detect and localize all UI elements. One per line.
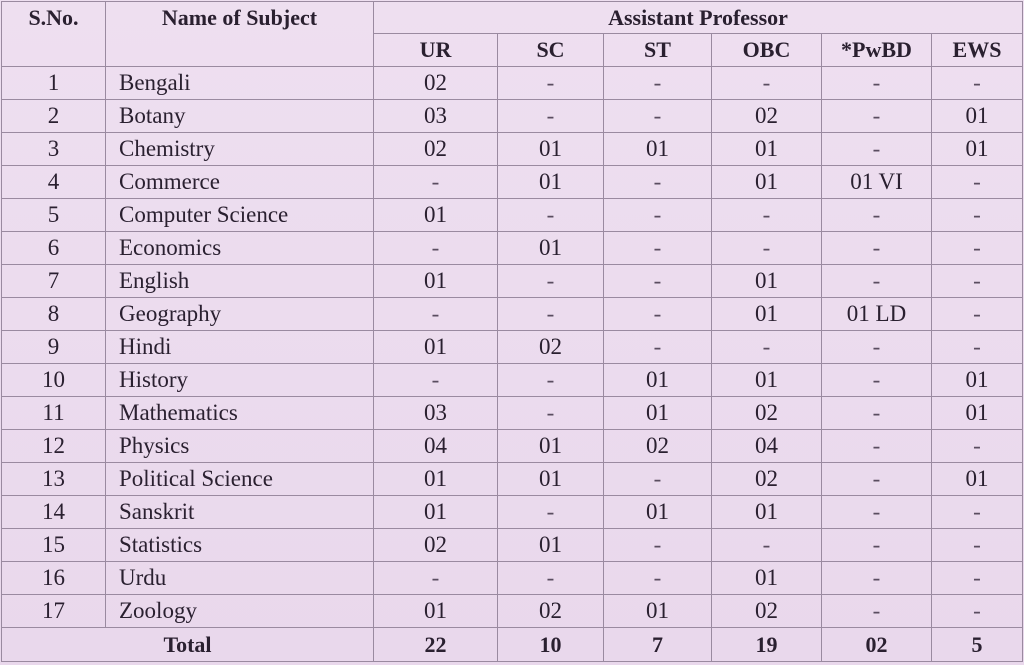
row-st: -	[604, 67, 712, 100]
row-sc: 01	[498, 529, 604, 562]
row-subject: Geography	[106, 298, 374, 331]
row-sno: 16	[2, 562, 106, 595]
row-ews: 01	[932, 364, 1023, 397]
row-obc: 02	[712, 463, 822, 496]
row-ews: -	[932, 496, 1023, 529]
row-ur: 02	[374, 67, 498, 100]
row-obc: 02	[712, 100, 822, 133]
row-st: -	[604, 265, 712, 298]
row-obc: 01	[712, 298, 822, 331]
row-ur: 01	[374, 496, 498, 529]
row-sc: 02	[498, 595, 604, 628]
header-assistant-professor: Assistant Professor	[374, 2, 1023, 34]
row-pwbd: -	[822, 364, 932, 397]
row-sc: -	[498, 562, 604, 595]
row-sno: 2	[2, 100, 106, 133]
row-sc: -	[498, 496, 604, 529]
row-pwbd: -	[822, 331, 932, 364]
table-header	[2, 2, 1023, 67]
row-ur: -	[374, 166, 498, 199]
row-pwbd: -	[822, 463, 932, 496]
total-label: Total	[2, 628, 374, 662]
row-sno: 13	[2, 463, 106, 496]
row-obc: 01	[712, 265, 822, 298]
row-ews: -	[932, 529, 1023, 562]
row-obc: 02	[712, 595, 822, 628]
row-sno: 14	[2, 496, 106, 529]
header-st: ST	[604, 34, 712, 67]
row-pwbd: -	[822, 232, 932, 265]
row-ews: -	[932, 331, 1023, 364]
row-st: -	[604, 199, 712, 232]
row-obc: 01	[712, 562, 822, 595]
row-ur: 01	[374, 199, 498, 232]
table-row	[2, 199, 1023, 232]
row-st: 01	[604, 595, 712, 628]
row-pwbd: -	[822, 529, 932, 562]
row-sc: -	[498, 397, 604, 430]
table-row	[2, 232, 1023, 265]
row-st: 01	[604, 133, 712, 166]
header-row-group	[2, 2, 1023, 34]
row-ur: 01	[374, 463, 498, 496]
row-sno: 8	[2, 298, 106, 331]
row-ur: -	[374, 562, 498, 595]
row-st: -	[604, 562, 712, 595]
table-row	[2, 562, 1023, 595]
row-ews: -	[932, 298, 1023, 331]
row-sno: 10	[2, 364, 106, 397]
row-obc: -	[712, 232, 822, 265]
row-pwbd: -	[822, 199, 932, 232]
table-row	[2, 331, 1023, 364]
row-sno: 6	[2, 232, 106, 265]
row-subject: Zoology	[106, 595, 374, 628]
row-sc: -	[498, 298, 604, 331]
row-ews: -	[932, 265, 1023, 298]
header-sno: S.No.	[2, 2, 106, 67]
row-ur: 01	[374, 265, 498, 298]
row-subject: Political Science	[106, 463, 374, 496]
row-sc: 02	[498, 331, 604, 364]
row-sno: 3	[2, 133, 106, 166]
row-st: 01	[604, 496, 712, 529]
vacancy-table	[1, 1, 1023, 662]
row-sc: -	[498, 67, 604, 100]
row-subject: Urdu	[106, 562, 374, 595]
total-obc: 19	[712, 628, 822, 662]
table-row	[2, 298, 1023, 331]
row-ews: 01	[932, 133, 1023, 166]
row-ews: -	[932, 595, 1023, 628]
row-ews: -	[932, 430, 1023, 463]
total-sc: 10	[498, 628, 604, 662]
row-ur: 03	[374, 100, 498, 133]
row-st: 01	[604, 397, 712, 430]
row-st: 01	[604, 364, 712, 397]
header-sc: SC	[498, 34, 604, 67]
total-row	[2, 628, 1023, 662]
table-row	[2, 397, 1023, 430]
row-sc: 01	[498, 166, 604, 199]
row-st: -	[604, 529, 712, 562]
row-sno: 15	[2, 529, 106, 562]
row-obc: 02	[712, 397, 822, 430]
row-st: -	[604, 166, 712, 199]
row-sno: 9	[2, 331, 106, 364]
row-subject: Mathematics	[106, 397, 374, 430]
table-row	[2, 166, 1023, 199]
total-st: 7	[604, 628, 712, 662]
row-pwbd: -	[822, 562, 932, 595]
row-obc: 01	[712, 496, 822, 529]
row-ur: 03	[374, 397, 498, 430]
total-ur: 22	[374, 628, 498, 662]
row-sc: -	[498, 100, 604, 133]
header-ur: UR	[374, 34, 498, 67]
row-ews: -	[932, 232, 1023, 265]
row-pwbd: 01 VI	[822, 166, 932, 199]
row-ews: 01	[932, 463, 1023, 496]
row-ews: -	[932, 199, 1023, 232]
row-pwbd: -	[822, 265, 932, 298]
table-row	[2, 430, 1023, 463]
row-pwbd: -	[822, 100, 932, 133]
row-subject: Botany	[106, 100, 374, 133]
row-obc: 01	[712, 166, 822, 199]
row-ews: -	[932, 166, 1023, 199]
row-ur: -	[374, 232, 498, 265]
row-ur: 01	[374, 331, 498, 364]
table-body	[2, 67, 1023, 628]
row-subject: Commerce	[106, 166, 374, 199]
header-subject: Name of Subject	[106, 2, 374, 67]
table-row	[2, 595, 1023, 628]
row-st: -	[604, 331, 712, 364]
row-pwbd: -	[822, 67, 932, 100]
row-sno: 17	[2, 595, 106, 628]
table-row	[2, 463, 1023, 496]
row-obc: -	[712, 331, 822, 364]
row-st: 02	[604, 430, 712, 463]
row-subject: Hindi	[106, 331, 374, 364]
table-row	[2, 133, 1023, 166]
row-subject: Economics	[106, 232, 374, 265]
header-obc: OBC	[712, 34, 822, 67]
row-ews: 01	[932, 397, 1023, 430]
row-pwbd: -	[822, 496, 932, 529]
row-obc: -	[712, 529, 822, 562]
row-ews: -	[932, 562, 1023, 595]
row-obc: 04	[712, 430, 822, 463]
row-ews: 01	[932, 100, 1023, 133]
row-st: -	[604, 298, 712, 331]
row-ur: 04	[374, 430, 498, 463]
row-subject: Chemistry	[106, 133, 374, 166]
table-row	[2, 265, 1023, 298]
header-pwbd: *PwBD	[822, 34, 932, 67]
table-row	[2, 364, 1023, 397]
row-sc: -	[498, 364, 604, 397]
row-st: -	[604, 463, 712, 496]
row-subject: Bengali	[106, 67, 374, 100]
row-sc: -	[498, 265, 604, 298]
row-subject: English	[106, 265, 374, 298]
row-sno: 1	[2, 67, 106, 100]
row-sc: 01	[498, 232, 604, 265]
total-ews: 5	[932, 628, 1023, 662]
row-sc: 01	[498, 133, 604, 166]
row-pwbd: 01 LD	[822, 298, 932, 331]
row-st: -	[604, 232, 712, 265]
row-sc: 01	[498, 430, 604, 463]
row-sc: 01	[498, 463, 604, 496]
table-row	[2, 100, 1023, 133]
table-row	[2, 529, 1023, 562]
row-pwbd: -	[822, 397, 932, 430]
row-sc: -	[498, 199, 604, 232]
row-ur: 02	[374, 529, 498, 562]
row-ews: -	[932, 67, 1023, 100]
table-row	[2, 496, 1023, 529]
row-sno: 5	[2, 199, 106, 232]
header-ews: EWS	[932, 34, 1023, 67]
row-obc: -	[712, 67, 822, 100]
row-subject: Physics	[106, 430, 374, 463]
row-obc: 01	[712, 133, 822, 166]
row-ur: 01	[374, 595, 498, 628]
row-subject: Sanskrit	[106, 496, 374, 529]
row-pwbd: -	[822, 133, 932, 166]
row-subject: Statistics	[106, 529, 374, 562]
row-st: -	[604, 100, 712, 133]
row-sno: 7	[2, 265, 106, 298]
row-ur: -	[374, 364, 498, 397]
row-obc: 01	[712, 364, 822, 397]
row-pwbd: -	[822, 595, 932, 628]
row-subject: History	[106, 364, 374, 397]
table-row	[2, 67, 1023, 100]
row-ur: 02	[374, 133, 498, 166]
row-pwbd: -	[822, 430, 932, 463]
row-sno: 4	[2, 166, 106, 199]
row-ur: -	[374, 298, 498, 331]
row-sno: 12	[2, 430, 106, 463]
row-sno: 11	[2, 397, 106, 430]
total-pwbd: 02	[822, 628, 932, 662]
row-subject: Computer Science	[106, 199, 374, 232]
row-obc: -	[712, 199, 822, 232]
